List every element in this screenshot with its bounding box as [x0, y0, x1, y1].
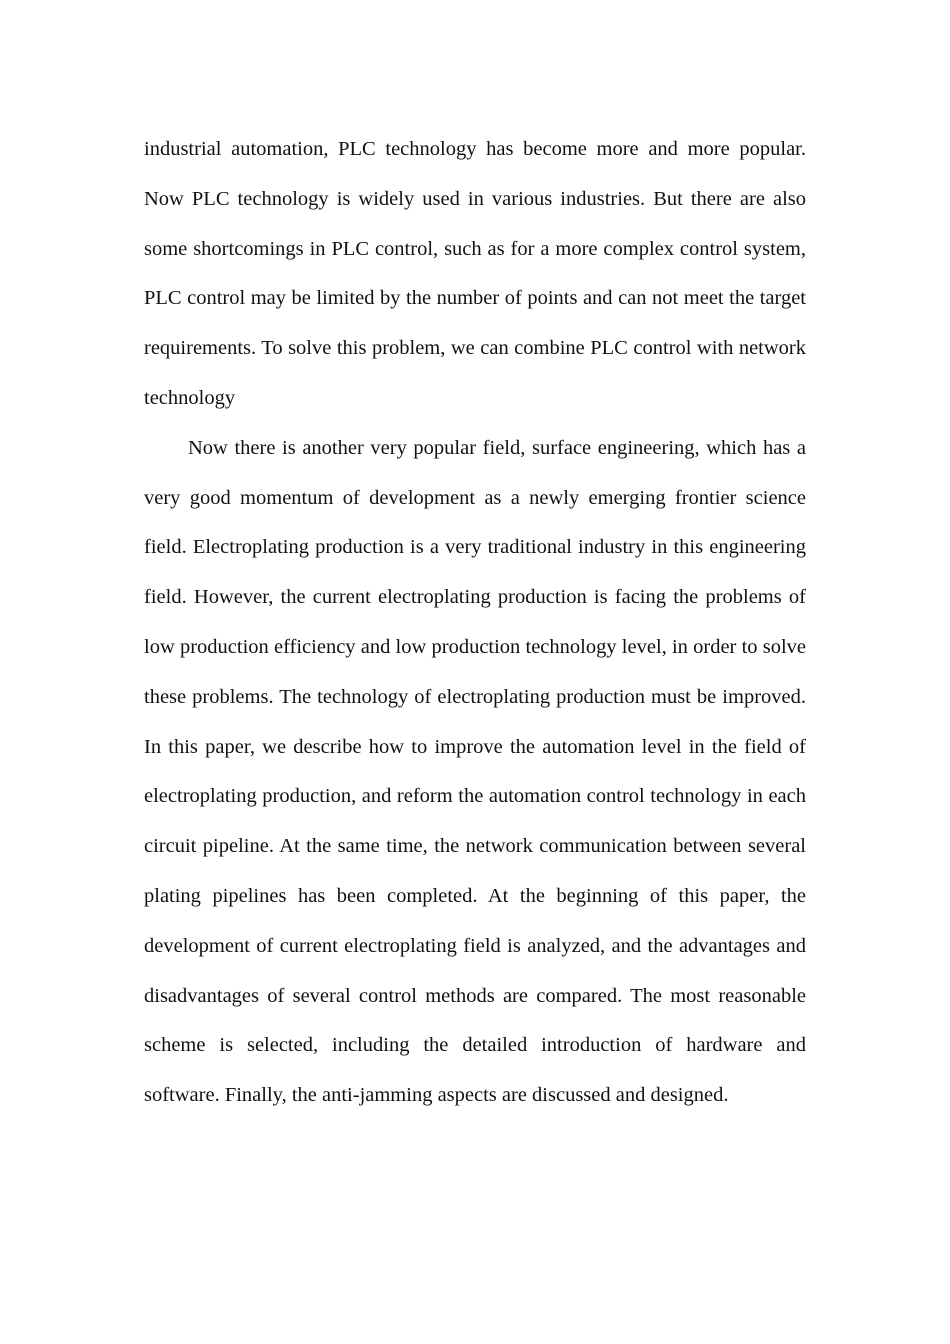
body-text: [144, 125, 806, 1121]
paragraph-continued: industrial automation, PLC technology has become more and more popular. Now PLC technology is widely used in various industries. But there are also some shortcomings in PLC control, such as for a more complex control system, PLC control may be limited by the number of points and can not meet the target requirements. To solve this problem, we can combine PLC control with network technology: [144, 138, 806, 409]
paragraph-surface-engineering: Now there is another very popular field, surface engineering, which has a very good momentum of development as a newly emerging frontier science field. Electroplating production is a very traditional industry in this engineering field. However, the current electroplating production is facing the problems of low production efficiency and low production technology level, in order to solve these problems. The technology of electroplating production must be improved. In this paper, we describe how to improve the automation level in the field of electroplating production, and reform the automation control technology in each circuit pipeline. At the same time, the network communication between several plating pipelines has been completed. At the beginning of this paper, the development of current electroplating field is analyzed, and the advantages and disadvantages of several control methods are compared. The most reasonable scheme is selected, including the detailed introduction of hardware and software. Finally, the anti-jamming aspects are discussed and designed.: [144, 436, 806, 1107]
